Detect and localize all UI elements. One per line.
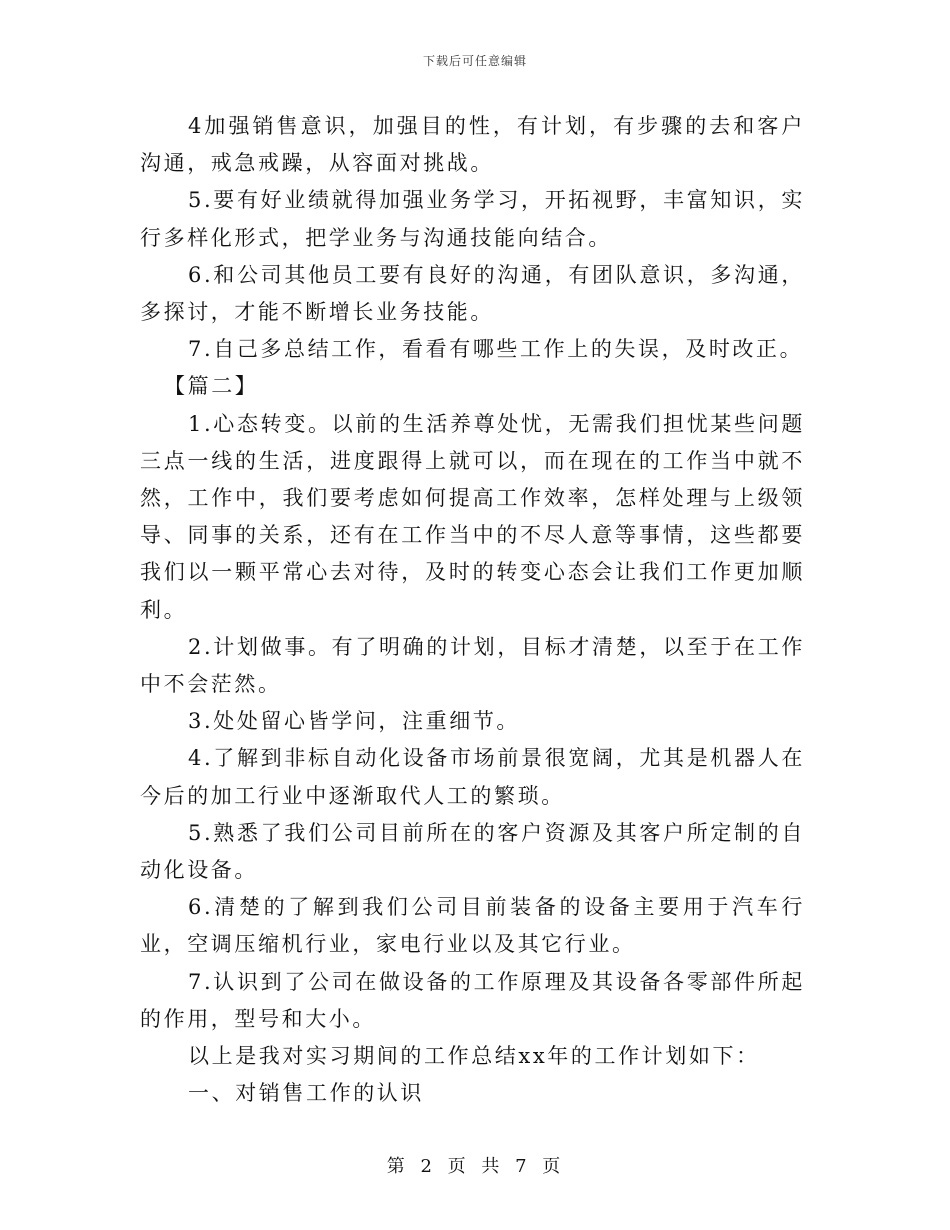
paragraph-mindset-change: 1.心态转变。以前的生活养尊处忧，无需我们担忧某些问题三点一线的生活，进度跟得上就可以，而在现在的工作当中就不然，工作中，我们要考虑如何提高工作效率，怎样处理与上级领导、同事的关系，还有在工作当中的不尽人意等事情，这些都要我们以一颗平常心去对待，及时的转变心态会让我们工作更加顺利。 [140, 411, 805, 622]
paragraph-equipment-industries: 6.清楚的了解到我们公司目前装备的设备主要用于汽车行业，空调压缩机行业，家电行业以及其它行业。 [140, 895, 805, 957]
document-body [140, 108, 805, 1112]
page-number: 第 2 页 共 7 页 [386, 1156, 564, 1177]
paragraph-item-7: 7.自己多总结工作，看看有哪些工作上的失误，及时改正。 [188, 337, 804, 362]
section-heading-sales-understanding: 一、对销售工作的认识 [188, 1081, 424, 1106]
paragraph-item-5: 5.要有好业绩就得加强业务学习，开拓视野，丰富知识，实行多样化形式，把学业务与沟通技能向结合。 [140, 188, 805, 250]
paragraph-plan-work: 2.计划做事。有了明确的计划，目标才清楚，以至于在工作中不会茫然。 [140, 634, 805, 697]
paragraph-item-4: 4加强销售意识，加强目的性，有计划，有步骤的去和客户沟通，戒急戒躁，从容面对挑战。 [140, 114, 805, 176]
paragraph-summary-intro: 以上是我对实习期间的工作总结xx年的工作计划如下： [188, 1044, 760, 1069]
paragraph-equipment-principles: 7.认识到了公司在做设备的工作原理及其设备各零部件所起的作用，型号和大小。 [140, 969, 805, 1031]
paragraph-item-6: 6.和公司其他员工要有良好的沟通，有团队意识，多沟通，多探讨，才能不断增长业务技能。 [140, 262, 805, 325]
paragraph-attention-detail: 3.处处留心皆学问，注重细节。 [188, 709, 521, 734]
paragraph-automation-market: 4.了解到非标自动化设备市场前景很宽阔，尤其是机器人在今后的加工行业中逐渐取代人工的繁琐。 [140, 746, 805, 808]
paragraph-customer-resources: 5.熟悉了我们公司目前所在的客户资源及其客户所定制的自动化设备。 [140, 820, 805, 883]
page-header: 下载后可任意编辑 [422, 54, 527, 68]
section-heading-part-two: 【篇二】 [164, 374, 259, 399]
